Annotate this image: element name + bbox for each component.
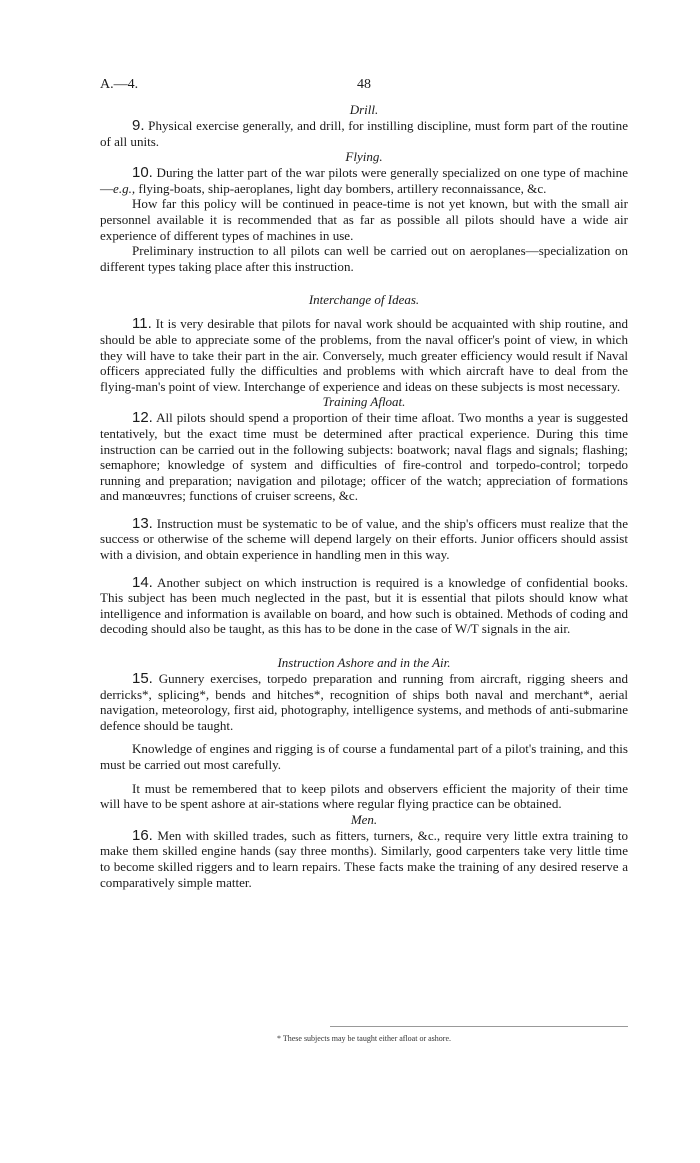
paragraph-9: [100, 118, 628, 149]
paragraph-10c: Preliminary instruction to all pilots can well be carried out on aeroplanes—specialization on different types taking place after this instruction.: [100, 243, 628, 274]
paragraph-12: [100, 410, 628, 504]
section-heading-ashore: Instruction Ashore and in the Air.: [277, 655, 451, 671]
paragraph-number: 15.: [132, 670, 153, 688]
section-heading-drill: Drill.: [349, 102, 379, 117]
document-reference: A.—4.: [100, 77, 139, 92]
paragraph-number: 9.: [132, 117, 145, 134]
paragraph-10b: How far this policy will be continued in peace-time is not yet known, but with the small air personnel available it is recommended that as far as possible all pilots should have a wide air experience of different types of machines in use.: [100, 196, 628, 243]
paragraph-emphasis: e.g.,: [113, 180, 136, 196]
paragraph-11: [100, 316, 628, 394]
paragraph-16: [100, 828, 628, 890]
paragraph-13: [100, 516, 628, 563]
section-heading-men: Men.: [350, 811, 378, 827]
footnote: * These subjects may be taught either afloat or ashore.: [276, 1034, 451, 1043]
paragraph-text: It is very desirable that pilots for naval work should be acquainted with ship routine, and should be able to appreciate some of the problems, from the naval officer's point of view, in which they will have to take their part in the air. Conversely, much greater efficiency would result if Naval officers appreciated fully the difficulties and problems with which aircraft have to deal from the flying-man's point of view. Interchange of experience and ideas on these subjects is most necessary.: [100, 316, 628, 394]
paragraph-number: 10.: [132, 164, 153, 182]
section-heading-flying: Flying.: [345, 149, 383, 165]
footnote-rule: [330, 1026, 628, 1027]
page-number: 48: [357, 77, 371, 92]
page-body: [100, 102, 628, 890]
paragraph-14: [100, 575, 628, 637]
paragraph-number: 12.: [132, 409, 153, 427]
paragraph-15c: It must be remembered that to keep pilots and observers efficient the majority of their time will have to be spent ashore at air-stations where regular flying practice can be obtained.: [100, 780, 628, 812]
section-heading-afloat: Training Afloat.: [322, 394, 406, 410]
paragraph-text: Another subject on which instruction is required is a knowledge of confidential books. This subject has been much neglected in the past, but it is essential that pilots should know what intelligence and information is available on board, and how such is obtained. Methods of coding and decoding should also be taught, as this has to be done in the case of W/T signals in the air.: [100, 574, 628, 637]
paragraph-text: Instruction must be systematic to be of value, and the ship's officers must realize that the success or otherwise of the scheme will depend largely on their efforts. Junior officers should assist with a division, and obtain experience in handling men in this way.: [100, 515, 628, 563]
page-header: [100, 77, 628, 95]
paragraph-text: During the latter part of the war pilots were generally specialized on one type of machine—: [100, 165, 628, 196]
paragraph-15: [100, 671, 628, 733]
paragraph-text: All pilots should spend a proportion of their time afloat. Two months a year is suggested tentatively, but the exact time must be determined after practical experience. During this time instruction can be carried out in the following subjects: boatwork; naval flags and signals; flashing; semaphore; knowledge of system and difficulties of fire-control and torpedo-control; torpedo running and preparation; navigation and pilotage; officer of the watch; appreciation of formations and manœuvres; functions of cruiser screens, &c.: [100, 410, 628, 504]
paragraph-10: [100, 165, 628, 196]
paragraph-number: 14.: [132, 573, 153, 591]
paragraph-text: flying-boats, ship-aeroplanes, light day bombers, artillery reconnaissance, &c.: [135, 180, 547, 196]
paragraph-number: 16.: [132, 826, 153, 844]
paragraph-text: Gunnery exercises, torpedo preparation and running from aircraft, rigging sheers and derricks*, splicing*, bends and hitches*, recognition of ships both naval and merchant*, aerial navigation, meteorology, first aid, photography, intelligence systems, and methods of anti-submarine defence should be taught.: [100, 671, 628, 733]
section-heading-interchange: Interchange of Ideas.: [308, 292, 420, 308]
paragraph-number: 13.: [132, 514, 153, 532]
paragraph-text: Men with skilled trades, such as fitters, turners, &c., require very little extra training to make them skilled engine hands (say three months). Similarly, good carpenters take very little time to become skilled riggers and to learn repairs. These facts make the training of any desired reserve a comparatively simple matter.: [100, 827, 628, 890]
paragraph-text: Physical exercise generally, and drill, for instilling discipline, must form part of the routine of all units.: [100, 118, 628, 149]
paragraph-number: 11.: [132, 315, 152, 333]
paragraph-15b: Knowledge of engines and rigging is of course a fundamental part of a pilot's training, and this must be carried out most carefully.: [100, 741, 628, 772]
